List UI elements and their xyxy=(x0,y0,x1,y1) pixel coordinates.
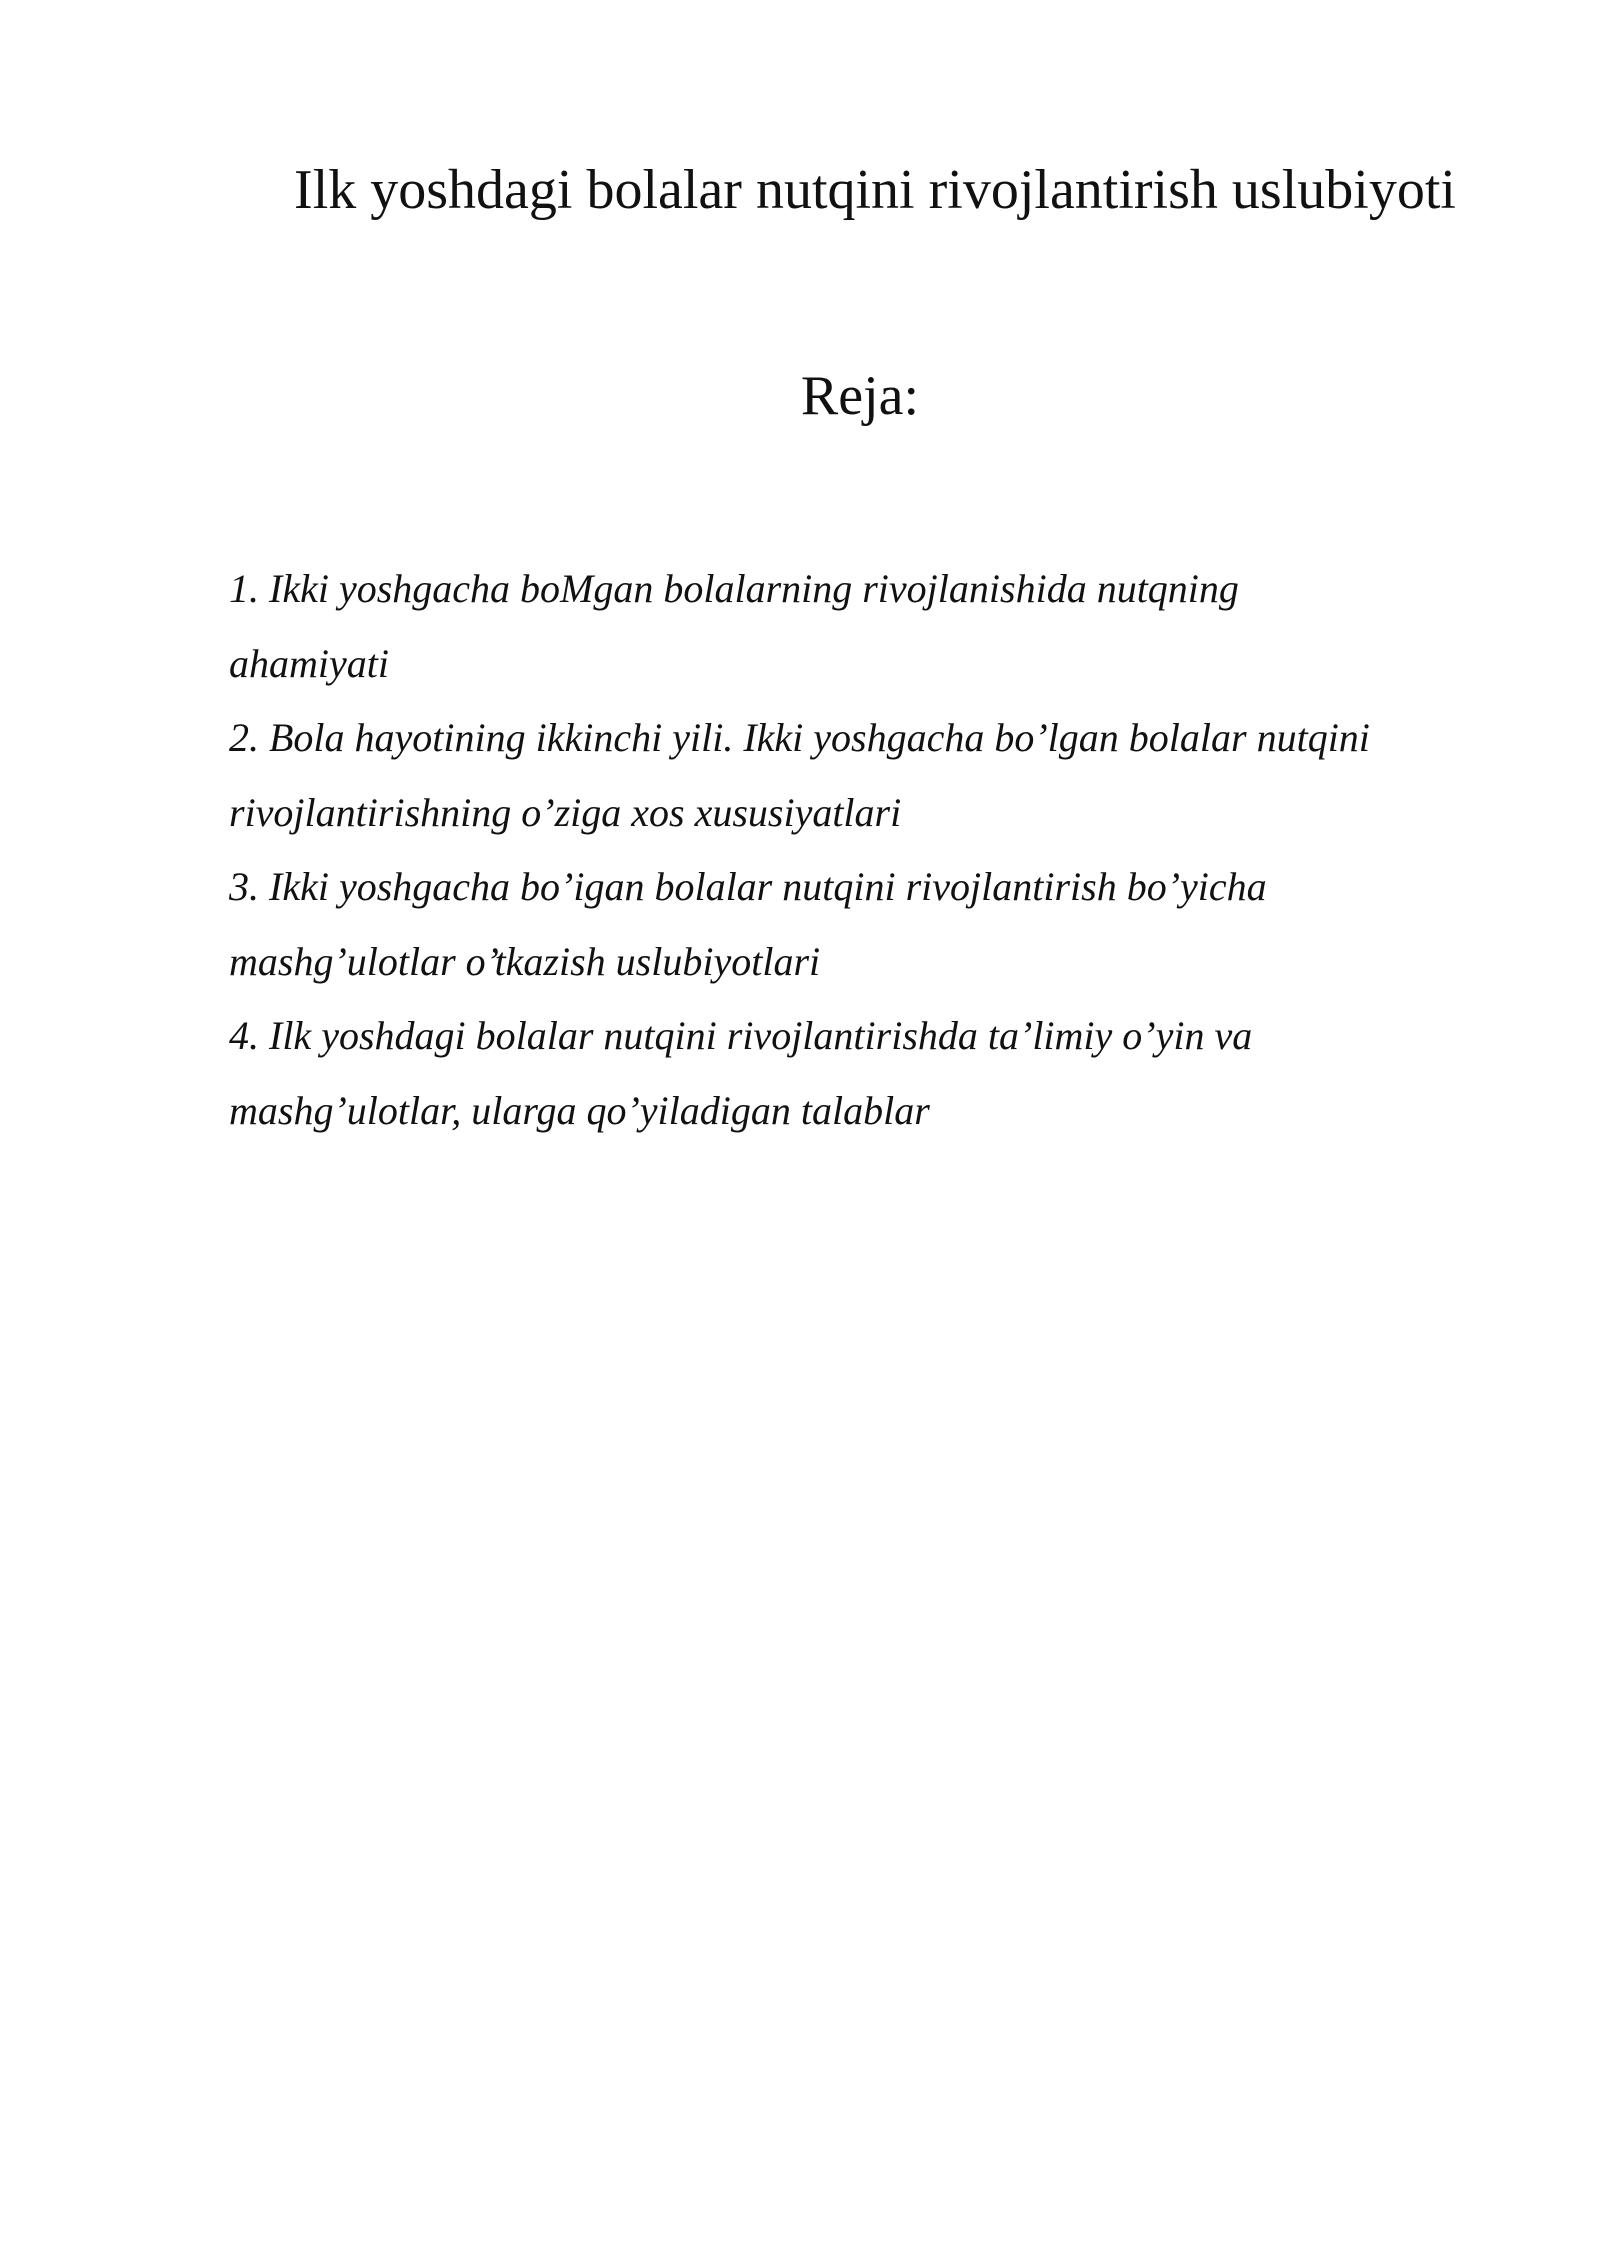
plan-item-4 xyxy=(229,999,1529,1148)
plan-item-line: rivojlantirishning o’ziga xos xususiyatlari xyxy=(229,789,902,835)
plan-heading: Reja: xyxy=(800,365,920,427)
plan-item-3 xyxy=(229,850,1529,999)
document-title: Ilk yoshdagi bolalar nutqini rivojlantirish uslubiyoti xyxy=(294,159,1456,221)
plan-item-line: 2. Bola hayotining ikkinchi yili. Ikki yoshgacha bo’lgan bolalar nutqini xyxy=(229,715,1370,760)
plan-item-line: 3. Ikki yoshgacha bo’igan bolalar nutqini rivojlantirish bo’yicha xyxy=(229,864,1267,909)
plan-list xyxy=(229,552,1529,1148)
plan-item-2 xyxy=(229,701,1529,850)
plan-item-1 xyxy=(229,552,1529,701)
plan-item-line: mashg’ulotlar o’tkazish uslubiyotlari xyxy=(229,938,821,984)
plan-item-line: ahamiyati xyxy=(229,640,389,686)
plan-item-line: mashg’ulotlar, ularga qo’yiladigan talablar xyxy=(229,1087,930,1133)
plan-item-line: 1. Ikki yoshgacha boMgan bolalarning rivojlanishida nutqning xyxy=(229,566,1239,611)
plan-item-line: 4. Ilk yoshdagi bolalar nutqini rivojlantirishda ta’limiy o’yin va xyxy=(229,1013,1253,1058)
